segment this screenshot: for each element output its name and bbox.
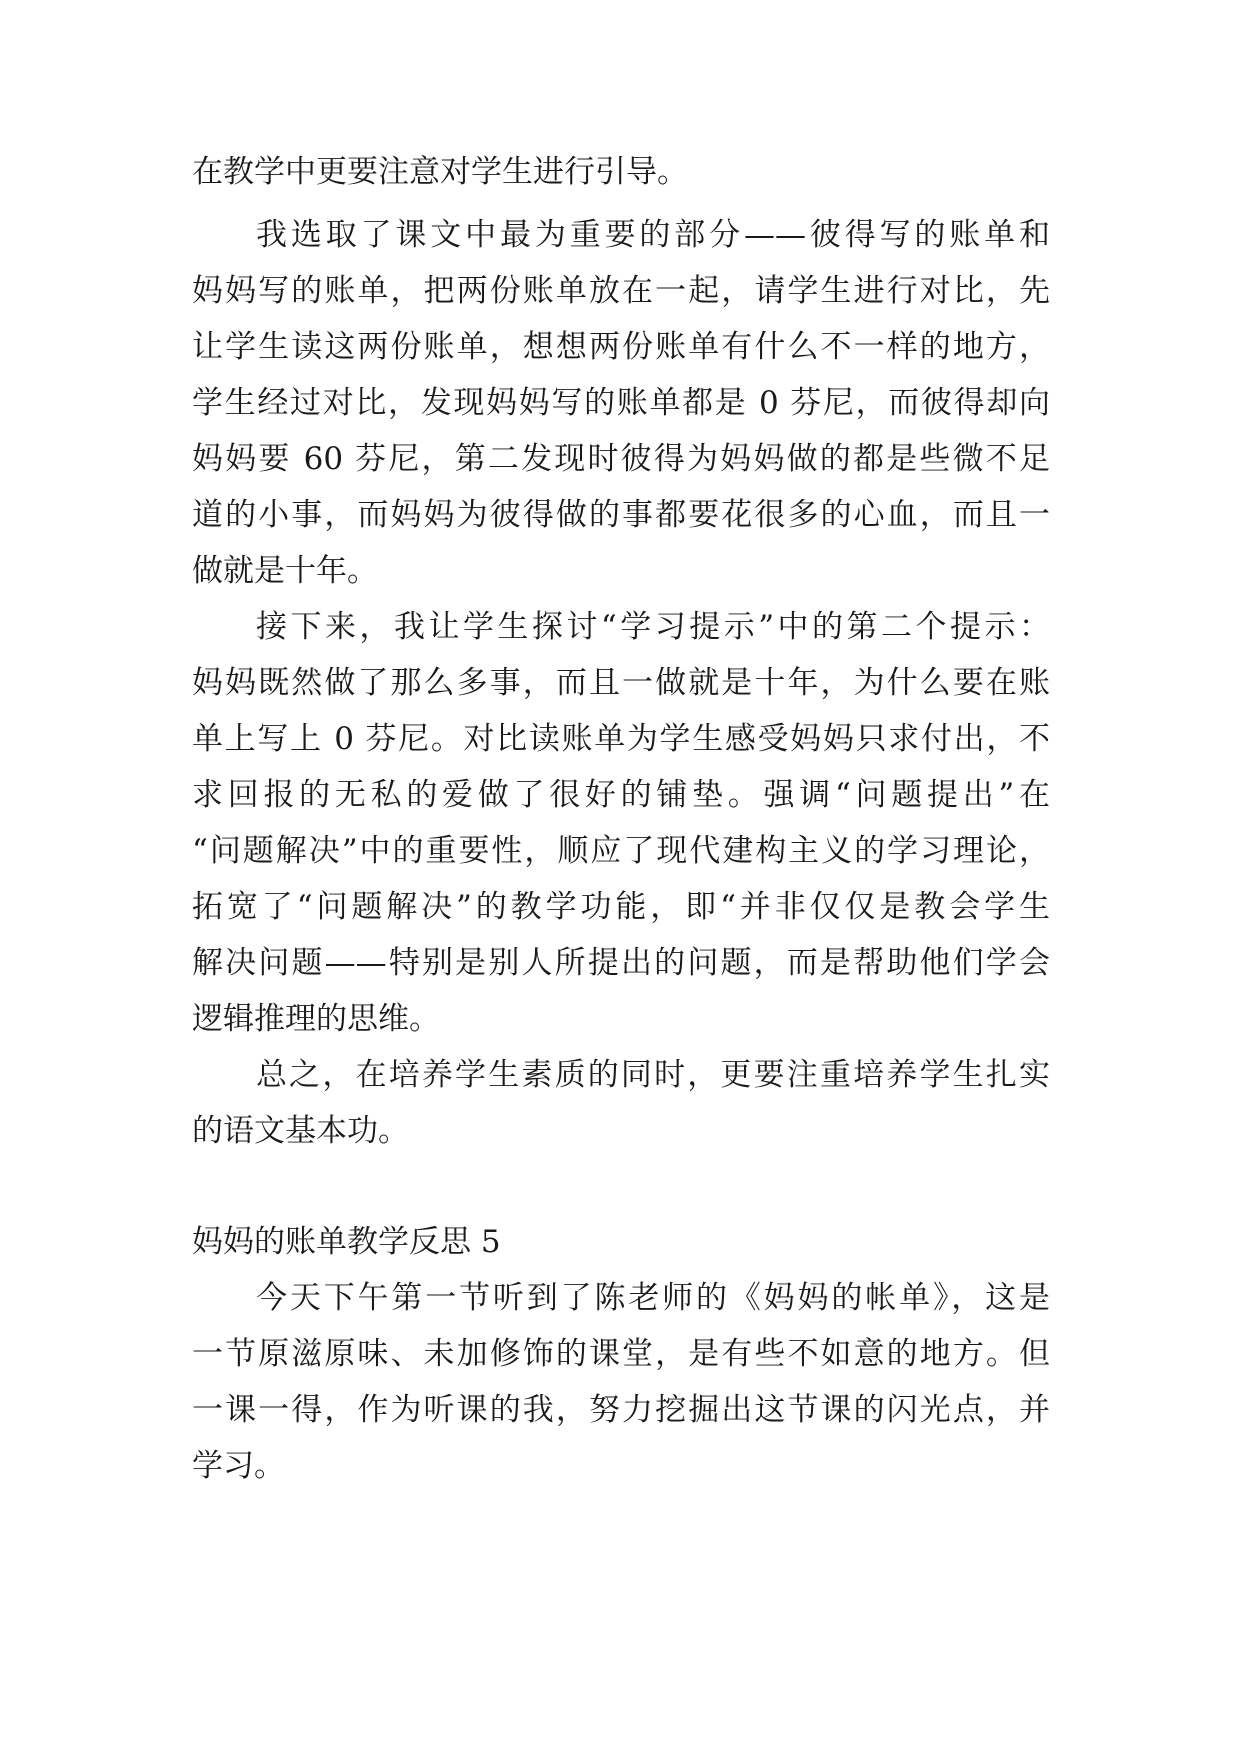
- paragraph-line: 学习。: [192, 1448, 285, 1484]
- paragraph-line: 道的小事，而妈妈为彼得做的事都要花很多的心血，而且一: [192, 497, 1050, 533]
- paragraph-line: 今天下午第一节听到了陈老师的《妈妈的帐单》，这是: [256, 1280, 1050, 1316]
- paragraph-line: 在教学中更要注意对学生进行引导。: [192, 154, 688, 190]
- paragraph-line: 妈妈写的账单，把两份账单放在一起，请学生进行对比，先: [192, 273, 1050, 309]
- paragraph-line: 单上写上 0 芬尼。对比读账单为学生感受妈妈只求付出，不: [192, 721, 1050, 757]
- paragraph-line: 一节原滋原味、未加修饰的课堂，是有些不如意的地方。但: [192, 1336, 1050, 1372]
- section-heading: 妈妈的账单教学反思 5: [192, 1224, 501, 1260]
- paragraph-line: 逻辑推理的思维。: [192, 1001, 440, 1037]
- paragraph-line: 总之，在培养学生素质的同时，更要注重培养学生扎实: [256, 1057, 1050, 1093]
- paragraph-line: 做就是十年。: [192, 553, 378, 589]
- paragraph-line: 让学生读这两份账单，想想两份账单有什么不一样的地方，: [192, 329, 1050, 365]
- paragraph-line: 我选取了课文中最为重要的部分——彼得写的账单和: [256, 217, 1050, 253]
- paragraph-line: 接下来，我让学生探讨“学习提示”中的第二个提示：: [256, 609, 1050, 645]
- paragraph-line: 妈妈要 60 芬尼，第二发现时彼得为妈妈做的都是些微不足: [192, 441, 1050, 477]
- paragraph-line: 拓宽了“问题解决”的教学功能，即“并非仅仅是教会学生: [192, 889, 1050, 925]
- paragraph-line: 一课一得，作为听课的我，努力挖掘出这节课的闪光点，并: [192, 1392, 1050, 1428]
- paragraph-line: 求回报的无私的爱做了很好的铺垫。强调“问题提出”在: [192, 777, 1050, 813]
- paragraph-line: 的语文基本功。: [192, 1113, 409, 1149]
- paragraph-line: 妈妈既然做了那么多事，而且一做就是十年，为什么要在账: [192, 665, 1050, 701]
- paragraph-line: 学生经过对比，发现妈妈写的账单都是 0 芬尼，而彼得却向: [192, 385, 1050, 421]
- paragraph-line: 解决问题——特别是别人所提出的问题，而是帮助他们学会: [192, 945, 1050, 981]
- paragraph-line: “问题解决”中的重要性，顺应了现代建构主义的学习理论，: [192, 833, 1050, 869]
